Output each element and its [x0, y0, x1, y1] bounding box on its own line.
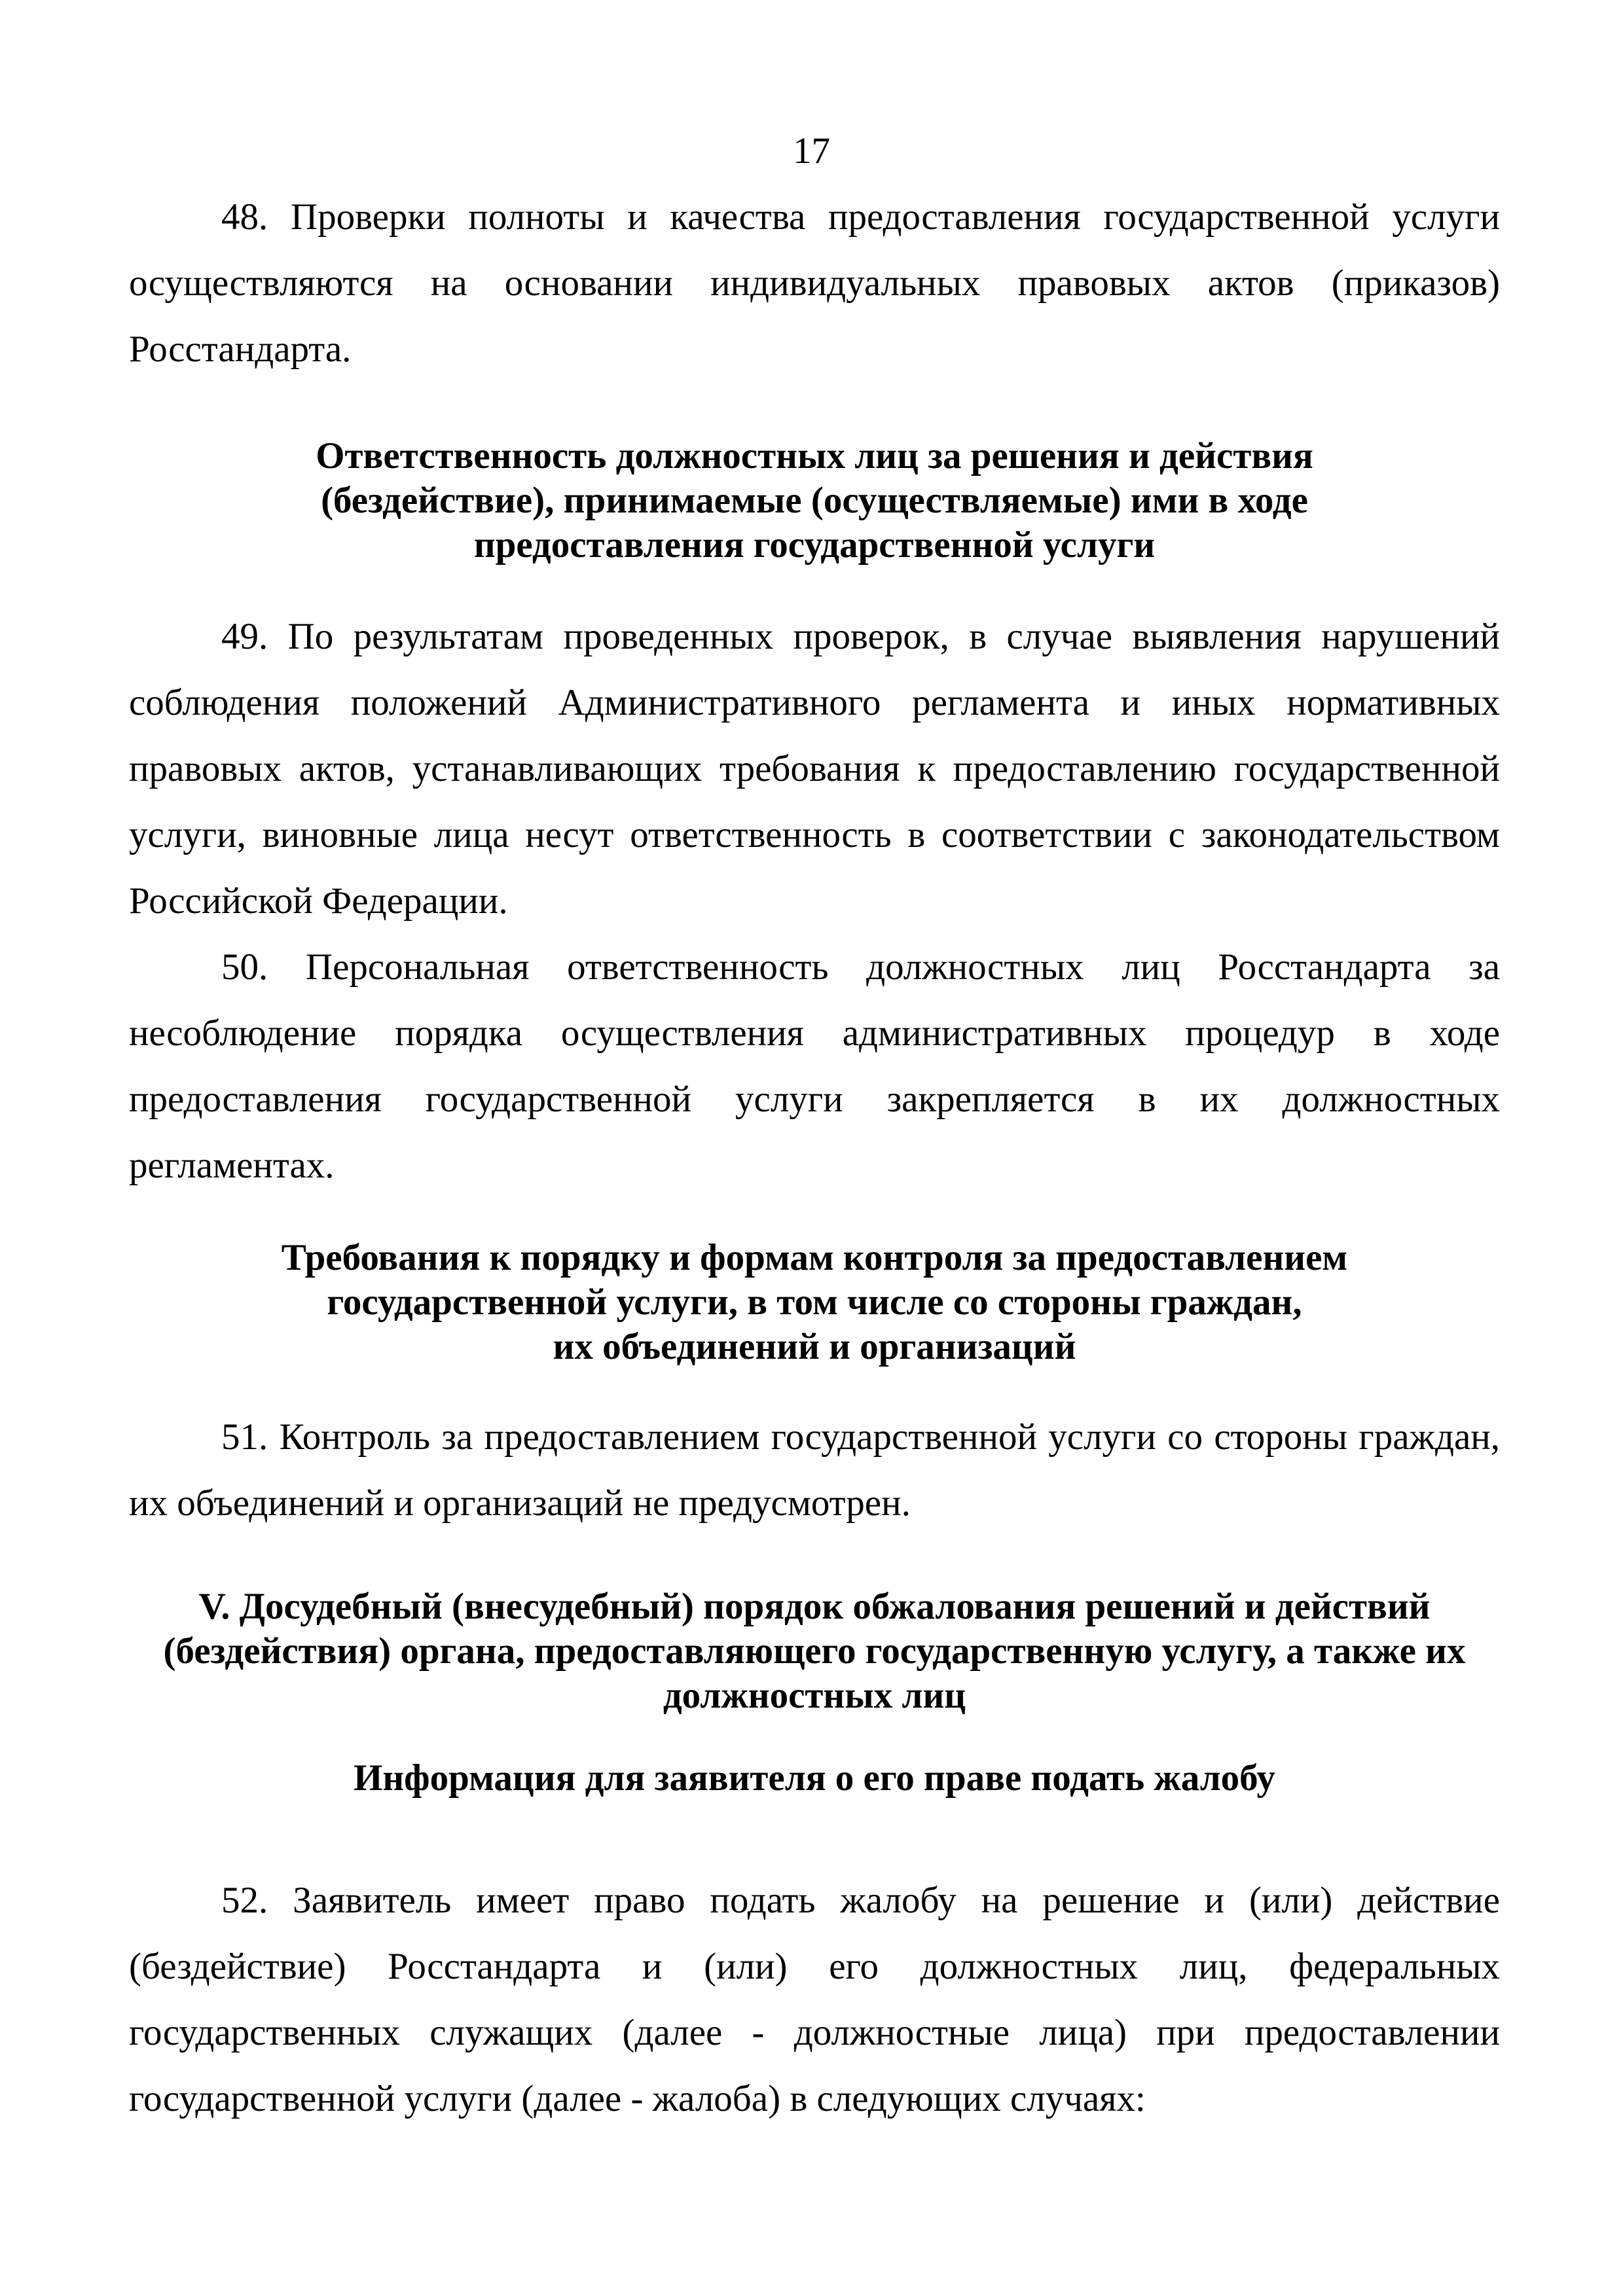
paragraph-48-number: 48. — [221, 196, 268, 238]
paragraph-48-text: Проверки полноты и качества предоставления государственной услуги осуществляются на основании индивидуальных правовых актов (приказов) Росстандарта. — [129, 196, 1500, 370]
paragraph-52-text: Заявитель имеет право подать жалобу на решение и (или) действие (бездействие) Росстандарта и (или) его должностных лиц, федеральных государственных служащих (далее - должностные лица) при предоставлении государственной услуги (далее - жалоба) в следующих случаях: — [129, 1880, 1500, 2119]
heading-responsibility-line2: (бездействие), принимаемые (осуществляемые) ими в ходе — [321, 480, 1308, 521]
heading-responsibility-line1: Ответственность должностных лиц за решения и действия — [316, 435, 1313, 476]
heading-section-5-line3: должностных лиц — [663, 1675, 966, 1716]
heading-complaint-info — [129, 1756, 1500, 1801]
page-number: 17 — [793, 130, 830, 171]
heading-control-line1: Требования к порядку и формам контроля за предоставлением — [281, 1237, 1348, 1278]
paragraph-49-number: 49. — [221, 616, 268, 657]
paragraph-50-text: Персональная ответственность должностных лиц Росстандарта за несоблюдение порядка осуществления административных процедур в ходе предоставления государственной услуги закрепляется в их должностных регламентах. — [129, 946, 1501, 1186]
heading-control — [129, 1236, 1500, 1369]
paragraph-48 — [129, 184, 1500, 382]
paragraph-51 — [129, 1404, 1500, 1536]
paragraph-49-text: По результатам проведенных проверок, в случае выявления нарушений соблюдения положений Административного регламента и иных нормативных правовых актов, устанавливающих требования к предоставлению государственной услуги, виновные лица несут ответственность в соответствии с законодательством Российской Федерации. — [129, 616, 1501, 922]
paragraph-51-text: Контроль за предоставлением государственной услуги со стороны граждан, их объединений и организаций не предусмотрен. — [129, 1416, 1500, 1524]
heading-control-line2: государственной услуги, в том числе со стороны граждан, — [327, 1282, 1302, 1323]
paragraph-49 — [129, 603, 1500, 934]
heading-responsibility-line3: предоставления государственной услуги — [473, 524, 1156, 565]
heading-section-5-line2: (бездействия) органа, предоставляющего государственную услугу, а также их — [163, 1630, 1466, 1672]
paragraph-52 — [129, 1867, 1500, 2132]
heading-control-line3: их объединений и организаций — [553, 1326, 1076, 1367]
paragraph-51-number: 51. — [221, 1416, 268, 1458]
heading-responsibility — [129, 434, 1500, 567]
paragraph-52-number: 52. — [221, 1880, 268, 1921]
heading-complaint-info-line1: Информация для заявителя о его праве подать жалобу — [353, 1757, 1276, 1799]
paragraph-50-number: 50. — [221, 946, 268, 988]
heading-section-5-line1: V. Досудебный (внесудебный) порядок обжалования решений и действий — [198, 1586, 1431, 1627]
paragraph-50 — [129, 934, 1500, 1198]
heading-section-5 — [129, 1585, 1500, 1718]
